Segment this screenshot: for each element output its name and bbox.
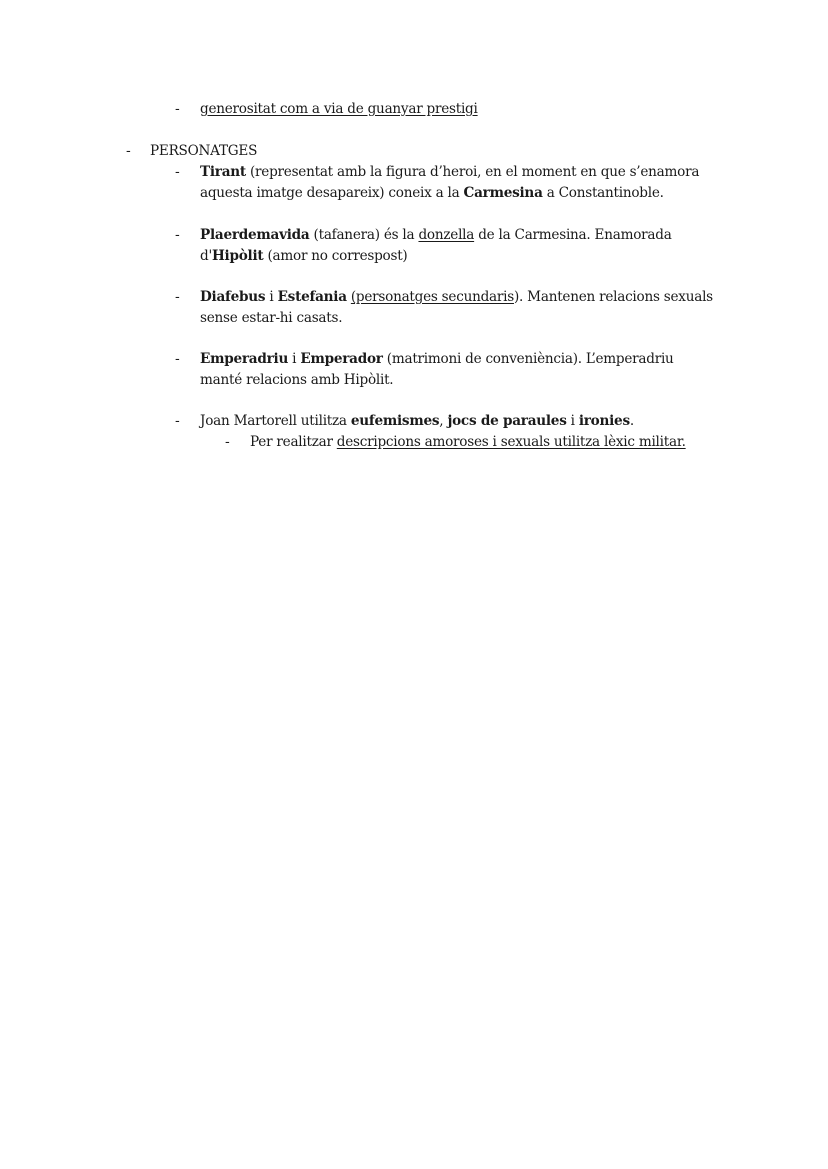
text: ). Mantenen relacions sexuals <box>513 289 713 305</box>
heading-text: PERSONATGES <box>150 143 258 159</box>
bold-name: Estefania <box>277 289 347 305</box>
list-item-plaerdemavida-cont <box>200 247 407 265</box>
list-item-diafebus <box>200 288 713 306</box>
text: (amor no correspost) <box>263 248 408 264</box>
text: aquesta imatge desapareix) coneix a la <box>200 185 464 201</box>
underlined-text: generositat com a via de guanyar prestigi <box>200 101 478 117</box>
section-heading-personatges <box>150 142 257 160</box>
bullet-dash: - <box>175 101 180 117</box>
underlined-text: (personatges secundaris <box>350 289 514 305</box>
bullet-dash: - <box>175 351 180 367</box>
sub-list-item-militar <box>250 433 686 451</box>
list-item-emperadriu-cont <box>200 371 393 389</box>
text: (representat amb la figura d’heroi, en el moment en que s’enamora <box>245 164 700 180</box>
bullet-dash: - <box>175 289 180 305</box>
text: , <box>439 413 448 429</box>
bullet-dash: - <box>175 164 180 180</box>
bold-term: ironies <box>578 413 630 429</box>
text: (tafanera) és la <box>309 227 419 243</box>
text: d' <box>200 248 212 264</box>
text: i <box>566 413 579 429</box>
text: manté relacions amb Hipòlit. <box>200 372 394 388</box>
text: i <box>265 289 278 305</box>
list-item-martorell <box>200 412 634 430</box>
bold-name: Plaerdemavida <box>200 227 310 243</box>
bullet-dash: - <box>126 143 131 159</box>
bullet-dash: - <box>175 227 180 243</box>
bold-name: Carmesina <box>463 185 543 201</box>
bold-name: Emperadriu <box>200 351 289 367</box>
underlined-text: descripcions amoroses i sexuals utilitza lèxic militar. <box>336 434 686 450</box>
text: a Constantinoble. <box>542 185 664 201</box>
text: i <box>288 351 301 367</box>
list-item-tirant-cont <box>200 184 664 202</box>
list-item-tirant <box>200 163 699 181</box>
underlined-text: donzella <box>418 227 475 243</box>
bold-name: Hipòlit <box>211 248 264 264</box>
bold-name: Tirant <box>200 164 246 180</box>
list-item-generosity <box>200 100 478 118</box>
list-item-plaerdemavida <box>200 226 672 244</box>
bold-name: Emperador <box>300 351 383 367</box>
text: . <box>629 413 634 429</box>
bold-term: jocs de paraules <box>447 413 567 429</box>
text: Per realitzar <box>250 434 337 450</box>
bold-term: eufemismes <box>350 413 440 429</box>
text: de la Carmesina. Enamorada <box>474 227 672 243</box>
list-item-emperadriu <box>200 350 674 368</box>
text: sense estar-hi casats. <box>200 310 343 326</box>
bullet-dash: - <box>225 434 230 450</box>
list-item-diafebus-cont <box>200 309 342 327</box>
bold-name: Diafebus <box>200 289 266 305</box>
text: (matrimoni de conveniència). L’emperadriu <box>382 351 674 367</box>
text: Joan Martorell utilitza <box>200 413 351 429</box>
bullet-dash: - <box>175 413 180 429</box>
